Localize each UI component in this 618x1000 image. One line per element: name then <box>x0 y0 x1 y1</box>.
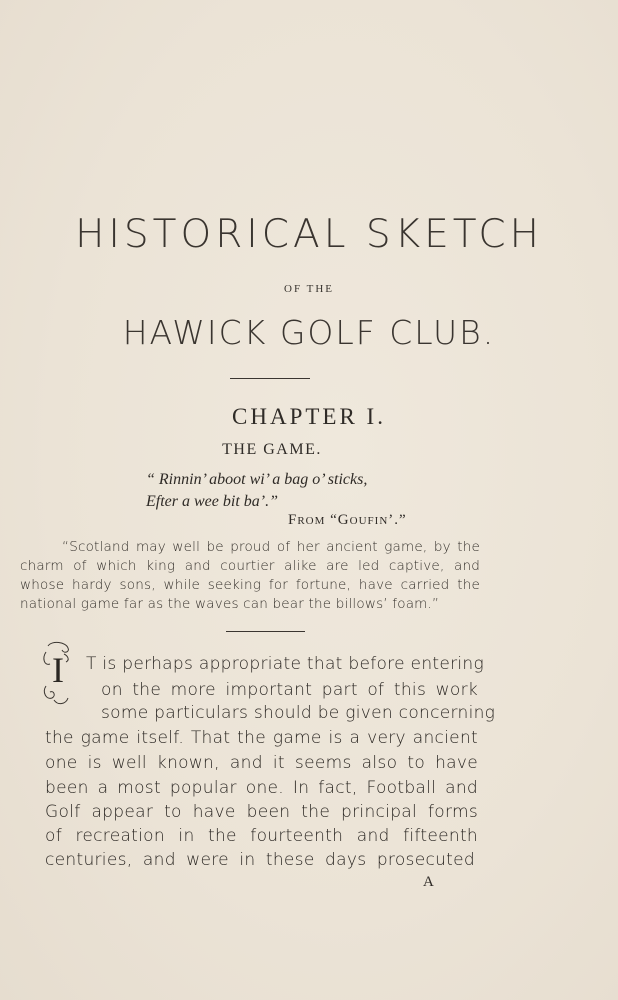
title-connector: OF THE <box>284 283 334 295</box>
quote-line: whose hardy sons, while seeking for fortune, have carried the <box>20 577 480 593</box>
body-line: on the more important part of this work <box>101 680 478 700</box>
body-line: one is well known, and it seems also to have <box>45 753 478 773</box>
quote-line: charm of which king and courtier alike are led captive, and <box>20 558 480 574</box>
body-line: been a most popular one. In fact, Football and <box>45 778 478 798</box>
quote-line: “Scotland may well be proud of her ancient game, by the <box>62 539 480 555</box>
body-line: the game itself. That the game is a very ancient <box>45 728 478 748</box>
body-line: some particulars should be given concerning <box>101 703 496 723</box>
signature-mark: A <box>423 874 434 890</box>
body-line: of recreation in the fourteenth and fifteenth <box>45 826 478 846</box>
title-line-2: HAWICK GOLF CLUB. <box>122 313 496 352</box>
epigraph-line-1: “ Rinnin’ aboot wi’ a bag o’ sticks, <box>146 471 368 488</box>
body-line: centuries, and were in these days prosecuted <box>45 850 475 870</box>
section-divider <box>226 631 305 632</box>
body-line: T is perhaps appropriate that before entering <box>86 654 485 674</box>
drop-cap-letter: I <box>52 650 64 690</box>
quote-line: national game far as the waves can bear the billows’ foam.” <box>20 596 440 612</box>
chapter-label: CHAPTER I. <box>232 404 386 429</box>
title-line-1: HISTORICAL SKETCH <box>75 212 543 257</box>
epigraph-attribution: From “Goufin’.” <box>288 512 407 528</box>
chapter-title: THE GAME. <box>222 441 322 458</box>
epigraph-line-2: Efter a wee bit ba’.” <box>146 493 278 510</box>
body-line: Golf appear to have been the principal forms <box>45 802 478 822</box>
opening-quote <box>20 538 480 614</box>
title-divider <box>230 378 310 379</box>
